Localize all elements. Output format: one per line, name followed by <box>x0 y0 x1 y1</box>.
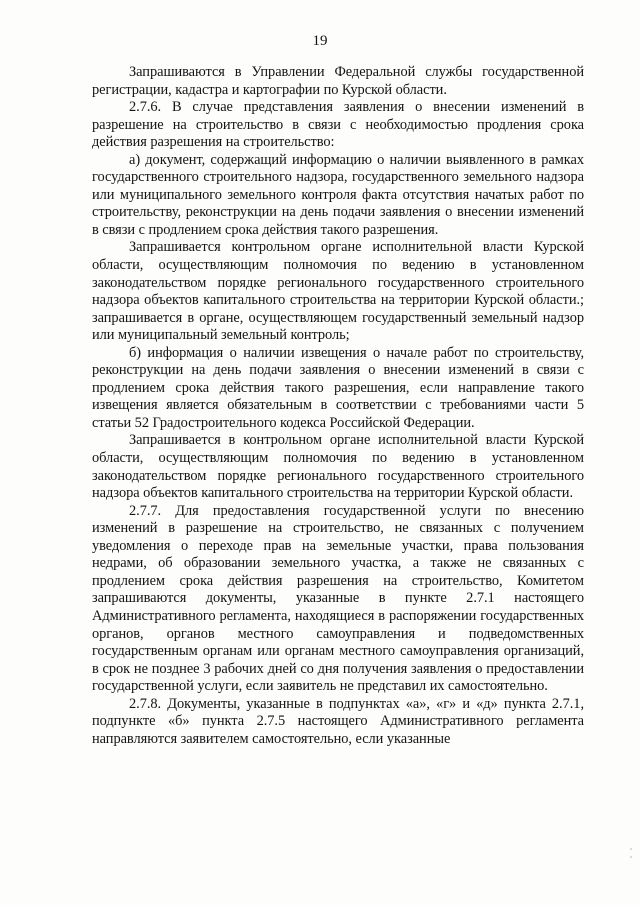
paragraph-2-7-6: 2.7.6. В случае представления заявления о внесении изменений в разрешение на строительство в связи с необходимостью продления срока действия разрешения на строительство: <box>92 99 584 151</box>
paragraph-rosreestr-request: Запрашиваются в Управлении Федеральной службы государственной регистрации, кадастра и картографии по Курской области. <box>92 64 584 98</box>
scan-speck <box>630 848 632 850</box>
paragraph-2-7-8: 2.7.8. Документы, указанные в подпунктах «а», «г» и «д» пункта 2.7.1, подпункте «б» пункта 2.7.5 настоящего Административного регламента направляются заявителем самостоятельно, если указанные <box>92 695 584 747</box>
paragraph-control-body-request: Запрашивается контрольном органе исполнительной власти Курской области, осуществляющим полномочия по ведению в установленном законодательством порядке регионального государственного строительного надзора объектов капитального строительства на территории Курской области.; запрашивается в органе, осуществляющем государственный земельный надзор или муниципальный земельный контроль; <box>92 239 584 344</box>
paragraph-control-body-request-2: Запрашивается в контрольном органе исполнительной власти Курской области, осуществляющим полномочия по ведению в установленном законодательством порядке регионального государственного строительного надзора объектов капитального строительства на территории Курской области. <box>92 432 584 502</box>
paragraph-item-b: б) информация о наличии извещения о начале работ по строительству, реконструкции на день подачи заявления о внесении изменений в связи с продлением срока действия такого разрешения, если направление такого извещения является обязательным в соответствии с требованиями части 5 статьи 52 Градостроительного кодекса Российской Федерации. <box>92 344 584 431</box>
paragraph-item-a: а) документ, содержащий информацию о наличии выявленного в рамках государственного строительного надзора, государственного земельного надзора или муниципального земельного контроля факта отсутствия начатых работ по строительству, реконструкции на день подачи заявления о внесении изменений в связи с продлением срока действия такого разрешения. <box>92 151 584 238</box>
page-number: 19 <box>312 33 328 49</box>
paragraph-2-7-7: 2.7.7. Для предоставления государственной услуги по внесению изменений в разрешение на строительство, не связанных с получением уведомления о переходе прав на земельные участки, права пользования недрами, об образовании земельного участка, а также не связанных с продлением срока действия разрешения на строительство, Комитетом запрашиваются документы, указанные в пункте 2.7.1 настоящего Административного регламента, находящиеся в распоряжении государственных органов, органов местного самоуправления и подведомственных государственным органам или органам местного самоуправления организаций, в срок не позднее 3 рабочих дней со дня получения заявления о предоставлении государственной услуги, если заявитель не представил их самостоятельно. <box>92 502 584 695</box>
document-body <box>92 64 584 748</box>
scan-speck <box>630 856 632 858</box>
